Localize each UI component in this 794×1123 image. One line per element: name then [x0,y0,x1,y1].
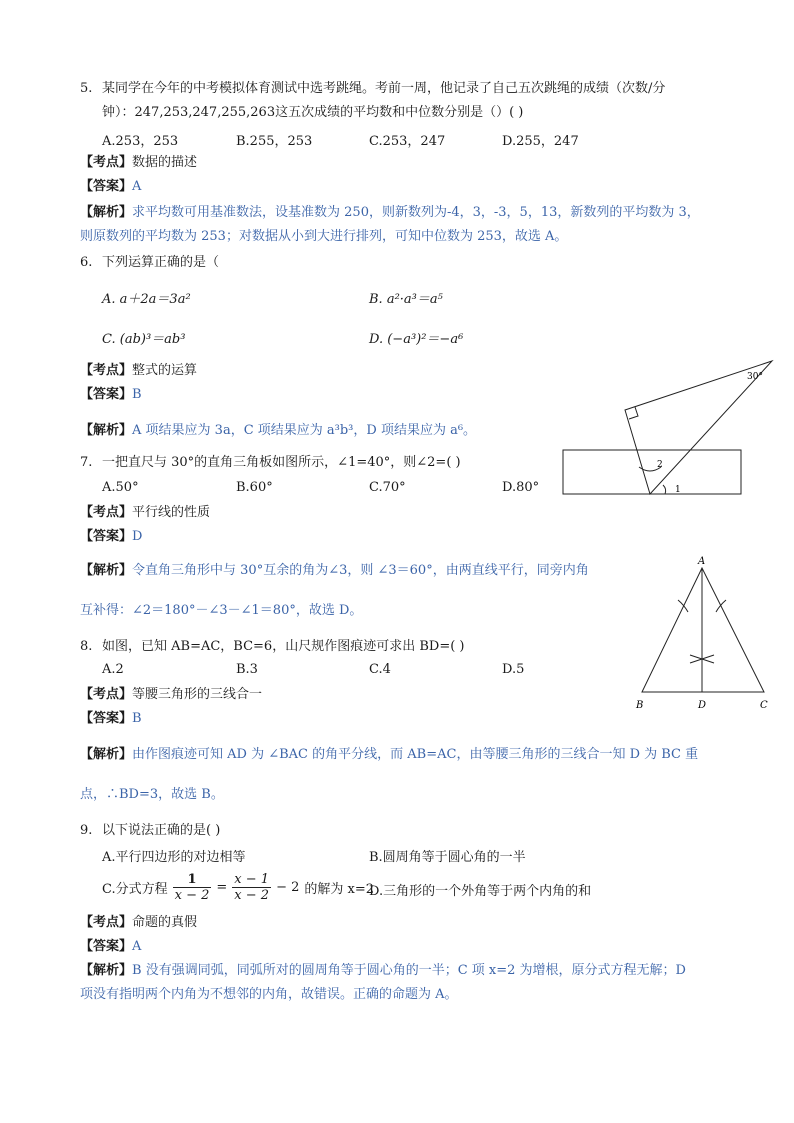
q9-answer: 【答案】A [80,939,142,954]
vertex-b-label: B [636,700,644,711]
fraction-1: $\frac{1}{x - 2}$ [174,872,210,903]
q6-kaodian: 【考点】整式的运算 [80,363,198,378]
q9-jiexi-line1: 【解析】B 没有强调同弧，同弧所对的圆周角等于圆心角的一半；C 项 x=2 为增根，原分式方程无解；D [80,963,686,978]
fraction-2: $\frac{x - 1}{x - 2}$ [234,872,270,903]
q6-option-d: D. (−a³)²＝−a⁶ [369,332,464,347]
q9-option-a: A.平行四边形的对边相等 [102,850,246,865]
q8-option-b: B.3 [236,662,258,677]
q5-option-c: C.253，247 [369,134,446,149]
q6-option-b: B. a²·a³＝a⁵ [369,292,443,307]
q7-stem: 7. 一把直尺与 30°的直角三角板如图所示，∠1=40°，则∠2=( ) [80,455,461,470]
angle-30-label: 30° [747,372,763,382]
q5-jiexi-line2: 则原数列的平均数为 253；对数据从小到大进行排列，可知中位数为 253，故选 A。 [80,229,568,244]
triangle-abc [642,568,764,692]
q8-jiexi-line2: 点，∴BD=3，故选 B。 [80,787,224,802]
q9-kaodian: 【考点】命题的真假 [80,915,198,930]
q8-option-c: C.4 [369,662,391,677]
q7-option-a: A.50° [102,480,139,495]
q5-option-a: A.253，253 [102,134,179,149]
q5-answer: 【答案】A [80,179,142,194]
isosceles-triangle-figure [628,552,778,714]
q6-stem: 6. 下列运算正确的是（ [80,255,220,270]
q9-option-d: D.三角形的一个外角等于两个内角的和 [369,884,592,899]
angle-1-arc [663,485,666,494]
q8-option-d: D.5 [502,662,525,677]
q7-jiexi-line2: 互补得：∠2＝180°－∠3－∠1＝80°，故选 D。 [80,603,363,618]
angle-2-label: 2 [657,460,663,470]
q9-jiexi-line2: 项没有指明两个内角为不想邻的内角，故错误。正确的命题为 A。 [80,987,458,1002]
q8-jiexi-line1: 【解析】由作图痕迹可知 AD 为 ∠BAC 的角平分线，而 AB=AC，由等腰三角形的三线合一知 D 为 BC 重 [80,747,699,762]
q5-jiexi-line1: 【解析】求平均数可用基准数法，设基准数为 250，则新数列为-4，3，-3，5，13，新数列的平均数为 3， [80,205,700,220]
q7-option-c: C.70° [369,480,406,495]
q7-option-d: D.80° [502,480,540,495]
ruler [563,450,741,494]
q8-stem: 8. 如图，已知 AB=AC，BC=6，山尺规作图痕迹可求出 BD=( ) [80,639,465,654]
right-angle-mark [629,407,638,419]
vertex-a-label: A [698,556,706,567]
angle-1-label: 1 [675,485,681,495]
q7-jiexi-line1: 【解析】令直角三角形中与 30°互余的角为∠3，则 ∠3＝60°，由两直线平行，同旁内角 [80,563,589,578]
q5-option-b: B.255，253 [236,134,313,149]
q5-stem-line2: 钟）：247,253,247,255,263这五次成绩的平均数和中位数分别是（）( ) [102,105,524,120]
vertex-c-label: C [760,700,768,711]
q7-answer: 【答案】D [80,529,143,544]
q6-option-a: A. a＋2a＝3a² [102,292,191,307]
q7-kaodian: 【考点】平行线的性质 [80,505,211,520]
q5-stem-line1: 5. 某同学在今年的中考模拟体育测试中选考跳绳。考前一周，他记录了自己五次跳绳的成绩（次数/分 [80,81,666,96]
point-d-label: D [698,700,707,711]
q5-kaodian: 【考点】数据的描述 [80,155,198,170]
ruler-triangle-figure [555,355,780,505]
q8-kaodian: 【考点】等腰三角形的三线合一 [80,687,263,702]
q8-answer: 【答案】B [80,711,142,726]
q6-answer: 【答案】B [80,387,142,402]
q9-option-b: B.圆周角等于圆心角的一半 [369,850,526,865]
q9-option-c: C.分式方程 $\frac{1}{x - 2}$ = $\frac{x - 1}{x - 2}$ − 2 的解为 x=2 [102,872,374,903]
q6-option-c: C. (ab)³＝ab³ [102,332,186,347]
q6-jiexi: 【解析】A 项结果应为 3a，C 项结果应为 a³b³，D 项结果应为 a⁶。 [80,423,477,438]
q8-option-a: A.2 [102,662,124,677]
q5-option-d: D.255，247 [502,134,579,149]
arc-mark-ab [678,600,688,612]
q9-stem: 9. 以下说法正确的是( ) [80,823,221,838]
q7-option-b: B.60° [236,480,273,495]
